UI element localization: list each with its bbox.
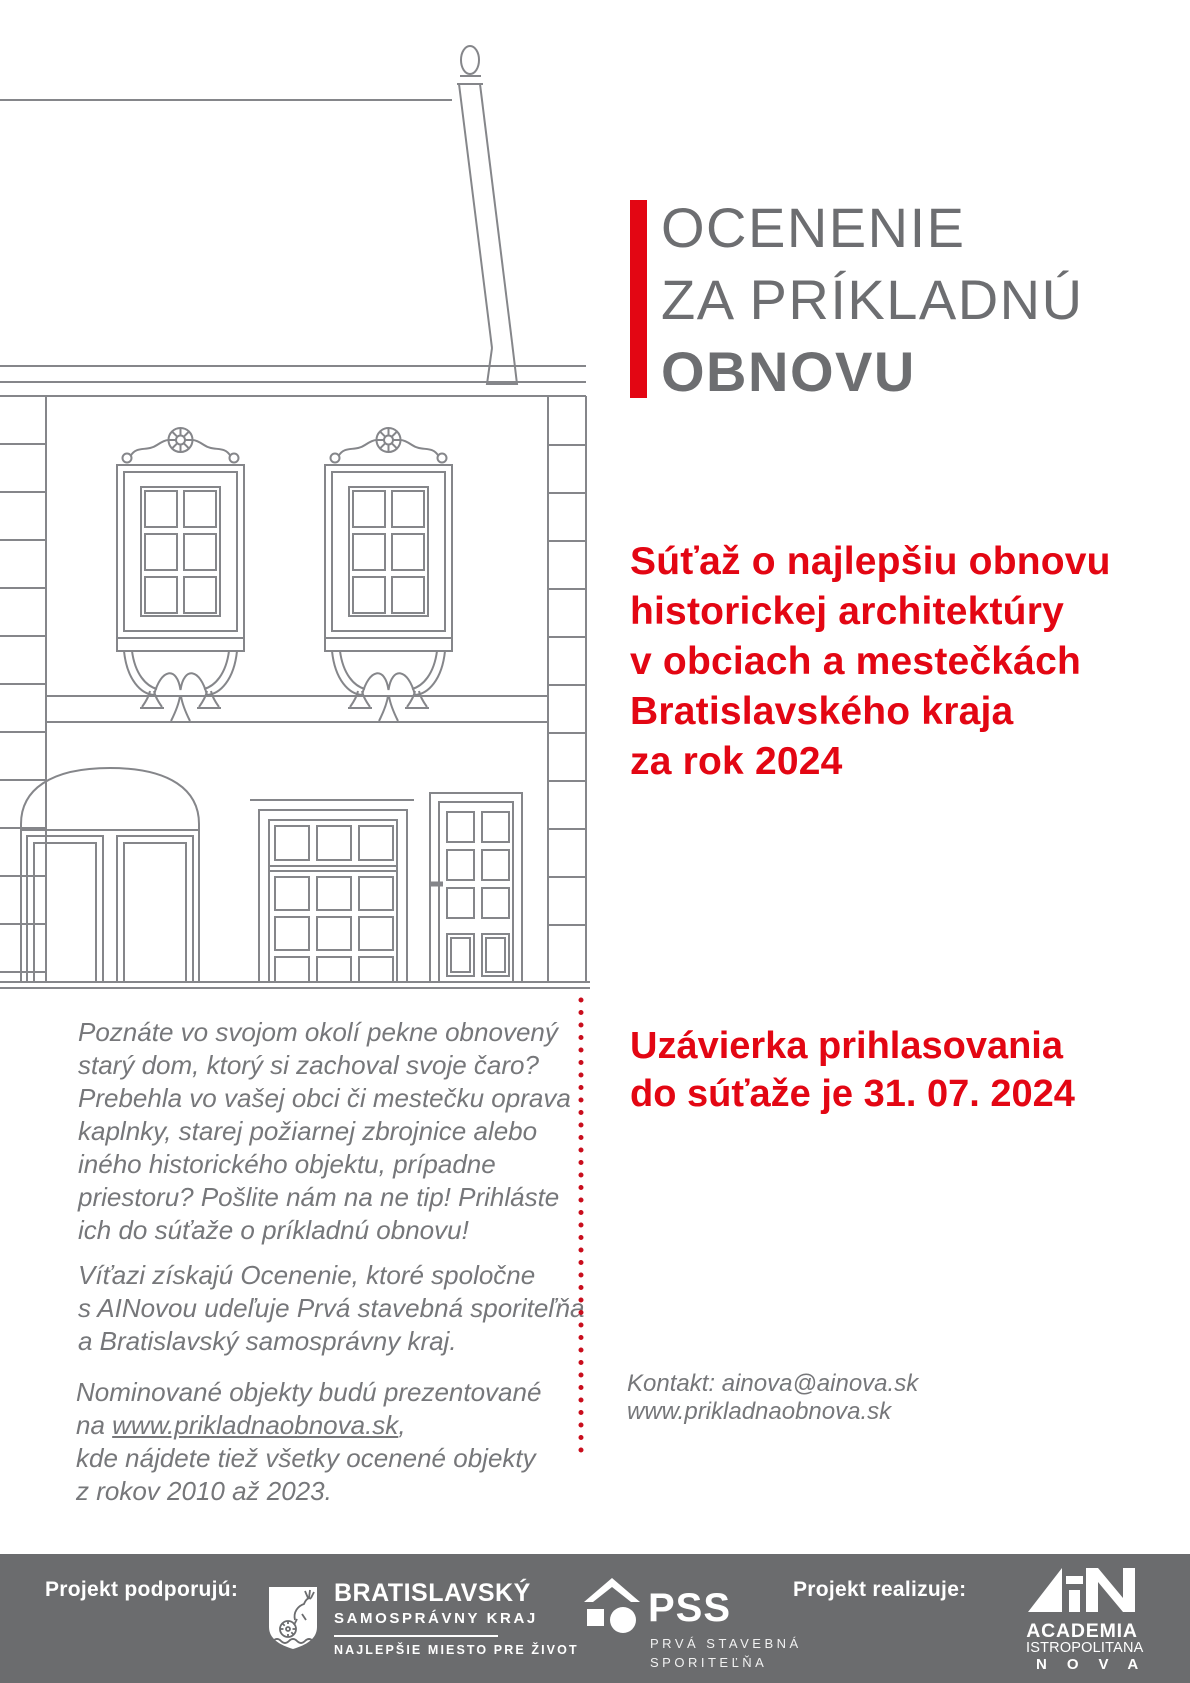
headline-line: Bratislavského kraja — [630, 690, 1014, 733]
bsk-name: BRATISLAVSKÝ — [334, 1579, 531, 1607]
pss-subtitle — [650, 1634, 802, 1672]
title-line-1: OCENENIE — [661, 196, 966, 259]
body-line: Nominované objekty budú prezentované — [76, 1377, 542, 1407]
ain-nova: NOVA — [1036, 1656, 1159, 1673]
pss-house-icon — [584, 1578, 640, 1636]
body-line: kaplnky, starej požiarnej zbrojnice alebo — [78, 1116, 538, 1146]
ain-logo-icon — [1026, 1566, 1138, 1613]
body-line: Víťazi získajú Ocenenie, ktoré spoločne — [78, 1260, 536, 1290]
deadline-line: do súťaže je 31. 07. 2024 — [630, 1073, 1075, 1115]
headline-line: v obciach a mestečkách — [630, 640, 1081, 683]
page-title — [661, 192, 1084, 408]
bsk-crest-icon — [268, 1586, 318, 1650]
body-line-with-link — [76, 1409, 541, 1442]
pss-subtitle-line: PRVÁ STAVEBNÁ — [650, 1636, 802, 1651]
bsk-logo-text — [334, 1580, 579, 1657]
footer-band — [0, 1554, 1190, 1683]
body-paragraph-3 — [76, 1376, 541, 1508]
prikladnaobnova-link[interactable]: www.prikladnaobnova.sk — [112, 1410, 399, 1440]
competition-headline — [630, 537, 1111, 787]
body-line: kde nájdete tiež všetky ocenené objekty — [76, 1443, 536, 1473]
ain-academia: ACADEMIA — [1026, 1620, 1138, 1642]
bsk-tagline: NAJLEPŠIE MIESTO PRE ŽIVOT — [334, 1643, 579, 1657]
body-line: a Bratislavský samosprávny kraj. — [78, 1326, 457, 1356]
ain-logo — [1026, 1566, 1159, 1673]
body-line: Poznáte vo svojom okolí pekne obnovený — [78, 1017, 558, 1047]
bsk-divider-line — [334, 1635, 498, 1637]
dotted-divider — [575, 992, 587, 1462]
deadline-line: Uzávierka prihlasovania — [630, 1025, 1063, 1067]
pss-abbr: PSS — [648, 1586, 732, 1630]
body-paragraph-1 — [78, 1016, 571, 1247]
pss-subtitle-line: SPORITEĽŇA — [650, 1655, 768, 1670]
contact-block — [627, 1370, 918, 1426]
body-line: Prebehla vo vašej obci či mestečku oprava — [78, 1083, 571, 1113]
contact-email-line: Kontakt: ainova@ainova.sk — [627, 1370, 919, 1397]
body-line: ich do súťaže o príkladnú obnovu! — [78, 1215, 469, 1245]
ain-istropolitana: ISTROPOLITANA — [1026, 1640, 1144, 1656]
body-line: iného historického objektu, prípadne — [78, 1149, 496, 1179]
house-illustration-icon — [0, 0, 590, 990]
body-line: priestoru? Pošlite nám na ne tip! Prihláste — [78, 1182, 560, 1212]
headline-line: historickej architektúry — [630, 590, 1064, 633]
link-suffix: , — [398, 1410, 406, 1440]
body-line: starý dom, ktorý si zachoval svoje čaro? — [78, 1050, 539, 1080]
link-prefix: na — [76, 1410, 113, 1440]
title-line-2: ZA PRÍKLADNÚ — [661, 268, 1084, 331]
supporters-label: Projekt podporujú: — [45, 1578, 239, 1601]
headline-line: za rok 2024 — [630, 740, 843, 783]
contact-website-line: www.prikladnaobnova.sk — [627, 1398, 892, 1425]
headline-line: Súťaž o najlepšiu obnovu — [630, 540, 1111, 583]
bsk-subtitle: SAMOSPRÁVNY KRAJ — [334, 1610, 538, 1627]
title-accent-bar — [630, 200, 647, 398]
realizer-label: Projekt realizuje: — [793, 1578, 967, 1601]
body-paragraph-2 — [78, 1259, 585, 1358]
deadline-text — [630, 1022, 1075, 1118]
body-line: s AINovou udeľuje Prvá stavebná sporiteľňa — [78, 1293, 585, 1323]
title-line-3: OBNOVU — [661, 340, 916, 403]
body-line: z rokov 2010 až 2023. — [76, 1476, 332, 1506]
